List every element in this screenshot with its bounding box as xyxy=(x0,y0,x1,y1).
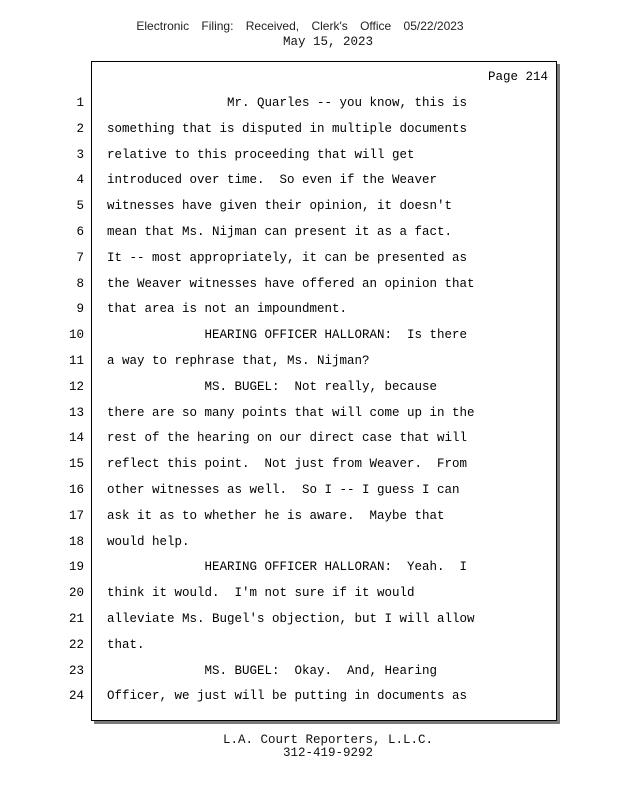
line-text: HEARING OFFICER HALLORAN: Yeah. I xyxy=(107,560,468,575)
line-text: witnesses have given their opinion, it doesn't xyxy=(107,199,453,214)
line-number: 18 xyxy=(68,534,84,549)
line-text: would help. xyxy=(107,534,190,549)
filing-stamp: Electronic Filing: Received, Clerk's Office 05/22/2023 xyxy=(136,19,464,33)
line-number: 10 xyxy=(68,328,84,343)
line-text: Officer, we just will be putting in documents as xyxy=(107,689,468,704)
line-number: 11 xyxy=(68,353,84,368)
transcript-line xyxy=(0,508,618,534)
line-number: 20 xyxy=(68,586,84,601)
line-number: 19 xyxy=(68,560,84,575)
line-text: something that is disputed in multiple documents xyxy=(107,121,468,136)
transcript-line xyxy=(0,327,618,353)
line-text: ask it as to whether he is aware. Maybe that xyxy=(107,508,445,523)
line-number: 6 xyxy=(76,224,84,239)
line-number: 13 xyxy=(68,405,84,420)
line-number: 12 xyxy=(68,379,84,394)
line-text: introduced over time. So even if the Weaver xyxy=(107,173,438,188)
transcript-line xyxy=(0,559,618,585)
transcript-line xyxy=(0,276,618,302)
transcript-line xyxy=(0,379,618,405)
transcript-line xyxy=(0,637,618,663)
transcript-line xyxy=(0,147,618,173)
line-number: 15 xyxy=(68,457,84,472)
line-number: 4 xyxy=(76,173,84,188)
line-text: a way to rephrase that, Ms. Nijman? xyxy=(107,353,370,368)
line-number: 9 xyxy=(76,302,84,317)
line-text: that. xyxy=(107,637,145,652)
header-date: May 15, 2023 xyxy=(282,35,373,49)
transcript-line xyxy=(0,301,618,327)
line-text: MS. BUGEL: Not really, because xyxy=(107,379,438,394)
line-text: HEARING OFFICER HALLORAN: Is there xyxy=(107,328,468,343)
reporter-phone: 312-419-9292 xyxy=(282,746,373,760)
line-text: other witnesses as well. So I -- I guess I can xyxy=(107,482,460,497)
line-number: 17 xyxy=(68,508,84,523)
line-text: that area is not an impoundment. xyxy=(107,302,348,317)
line-number: 2 xyxy=(76,121,84,136)
line-text: reflect this point. Not just from Weaver. From xyxy=(107,457,468,472)
line-number: 23 xyxy=(68,663,84,678)
transcript-line xyxy=(0,585,618,611)
transcript-line xyxy=(0,172,618,198)
line-text: relative to this proceeding that will get xyxy=(107,147,415,162)
line-number: 5 xyxy=(76,199,84,214)
line-number: 1 xyxy=(76,96,84,110)
line-number: 22 xyxy=(68,637,84,652)
transcript-line xyxy=(0,688,618,714)
transcript-line xyxy=(0,353,618,379)
transcript-line xyxy=(0,663,618,689)
transcript-line xyxy=(0,405,618,431)
transcript-line xyxy=(0,430,618,456)
line-text: think it would. I'm not sure if it would xyxy=(107,586,415,601)
line-number: 24 xyxy=(68,689,84,704)
line-text: It -- most appropriately, it can be presented as xyxy=(107,250,468,265)
reporter-company: L.A. Court Reporters, L.L.C. xyxy=(222,733,434,747)
line-text: alleviate Ms. Bugel's objection, but I will allow xyxy=(107,611,475,626)
line-number: 7 xyxy=(76,250,84,265)
page-number-label: Page 214 xyxy=(488,70,549,84)
transcript-line xyxy=(0,198,618,224)
line-text: Mr. Quarles -- you know, this is xyxy=(107,96,468,110)
transcript-line xyxy=(0,250,618,276)
transcript-lines xyxy=(0,95,618,714)
transcript-line xyxy=(0,534,618,560)
line-text: the Weaver witnesses have offered an opinion that xyxy=(107,276,475,291)
line-number: 21 xyxy=(68,611,84,626)
transcript-line xyxy=(0,456,618,482)
line-text: rest of the hearing on our direct case that will xyxy=(107,431,468,446)
transcript-line xyxy=(0,224,618,250)
line-text: mean that Ms. Nijman can present it as a fact. xyxy=(107,224,453,239)
line-number: 8 xyxy=(76,276,84,291)
line-text: MS. BUGEL: Okay. And, Hearing xyxy=(107,663,438,678)
line-text: there are so many points that will come up in the xyxy=(107,405,475,420)
transcript-line xyxy=(0,121,618,147)
line-number: 16 xyxy=(68,482,84,497)
transcript-line xyxy=(0,482,618,508)
transcript-line xyxy=(0,611,618,637)
line-number: 14 xyxy=(68,431,84,446)
transcript-line xyxy=(0,95,618,121)
line-number: 3 xyxy=(76,147,84,162)
